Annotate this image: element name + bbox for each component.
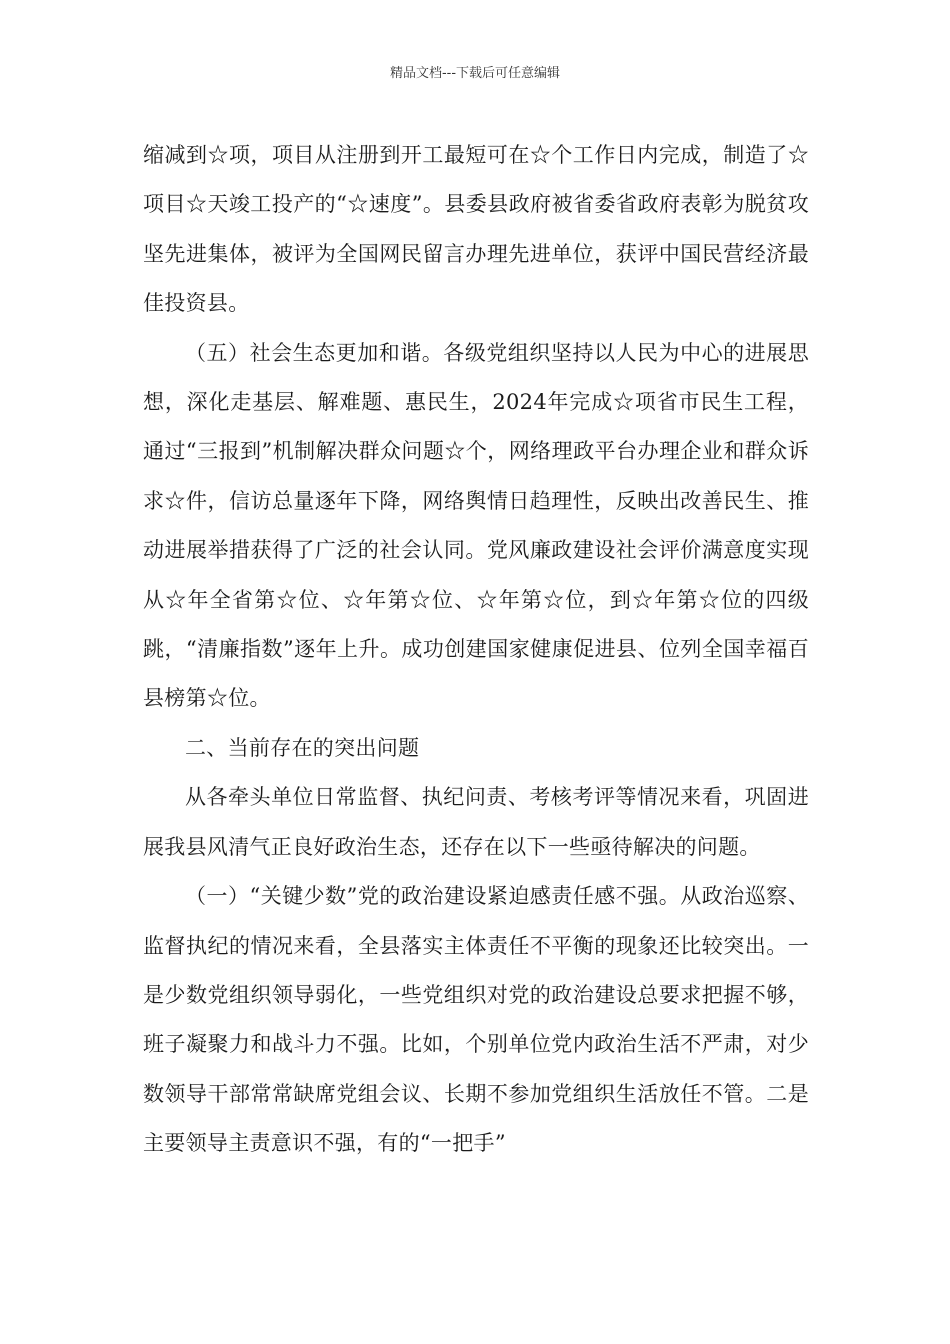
document-body (143, 131, 809, 1169)
paragraph-problems-intro: 从各牵头单位日常监督、执纪问责、考核考评等情况来看，巩固进展我县风清气正良好政治生态，还存在以下一些亟待解决的问题。 (143, 785, 809, 859)
paragraph-section-five: （五）社会生态更加和谐。各级党组织坚持以人民为中心的进展思想，深化走基层、解难题、惠民生，2024年完成☆项省市民生工程，通过“三报到”机制解决群众问题☆个，网络理政平台办理企业和群众诉求☆件，信访总量逐年下降，网络舆情日趋理性，反映出改善民生、推动进展举措获得了广泛的社会认同。党风廉政建设社会评价满意度实现从☆年全省第☆位、☆年第☆位、☆年第☆位，到☆年第☆位的四级跳，“清廉指数”逐年上升。成功创建国家健康促进县、位列全国幸福百县榜第☆位。 (143, 340, 809, 711)
page-header: 精品文档---下载后可任意编辑 (389, 66, 561, 81)
section-heading-problems: 二、当前存在的突出问题 (185, 735, 420, 760)
paragraph-continuation: 缩减到☆项，项目从注册到开工最短可在☆个工作日内完成，制造了☆项目☆天竣工投产的“☆速度”。县委县政府被省委省政府表彰为脱贫攻坚先进集体，被评为全国网民留言办理先进单位，获评中国民营经济最佳投资县。 (143, 143, 809, 316)
paragraph-problem-one: （一）“关键少数”党的政治建设紧迫感责任感不强。从政治巡察、监督执纪的情况来看，全县落实主体责任不平衡的现象还比较突出。一是少数党组织领导弱化，一些党组织对党的政治建设总要求把握不够，班子凝聚力和战斗力不强。比如，个别单位党内政治生活不严肃，对少数领导干部常常缺席党组会议、长期不参加党组织生活放任不管。二是主要领导主责意识不强，有的“一把手” (143, 884, 809, 1156)
